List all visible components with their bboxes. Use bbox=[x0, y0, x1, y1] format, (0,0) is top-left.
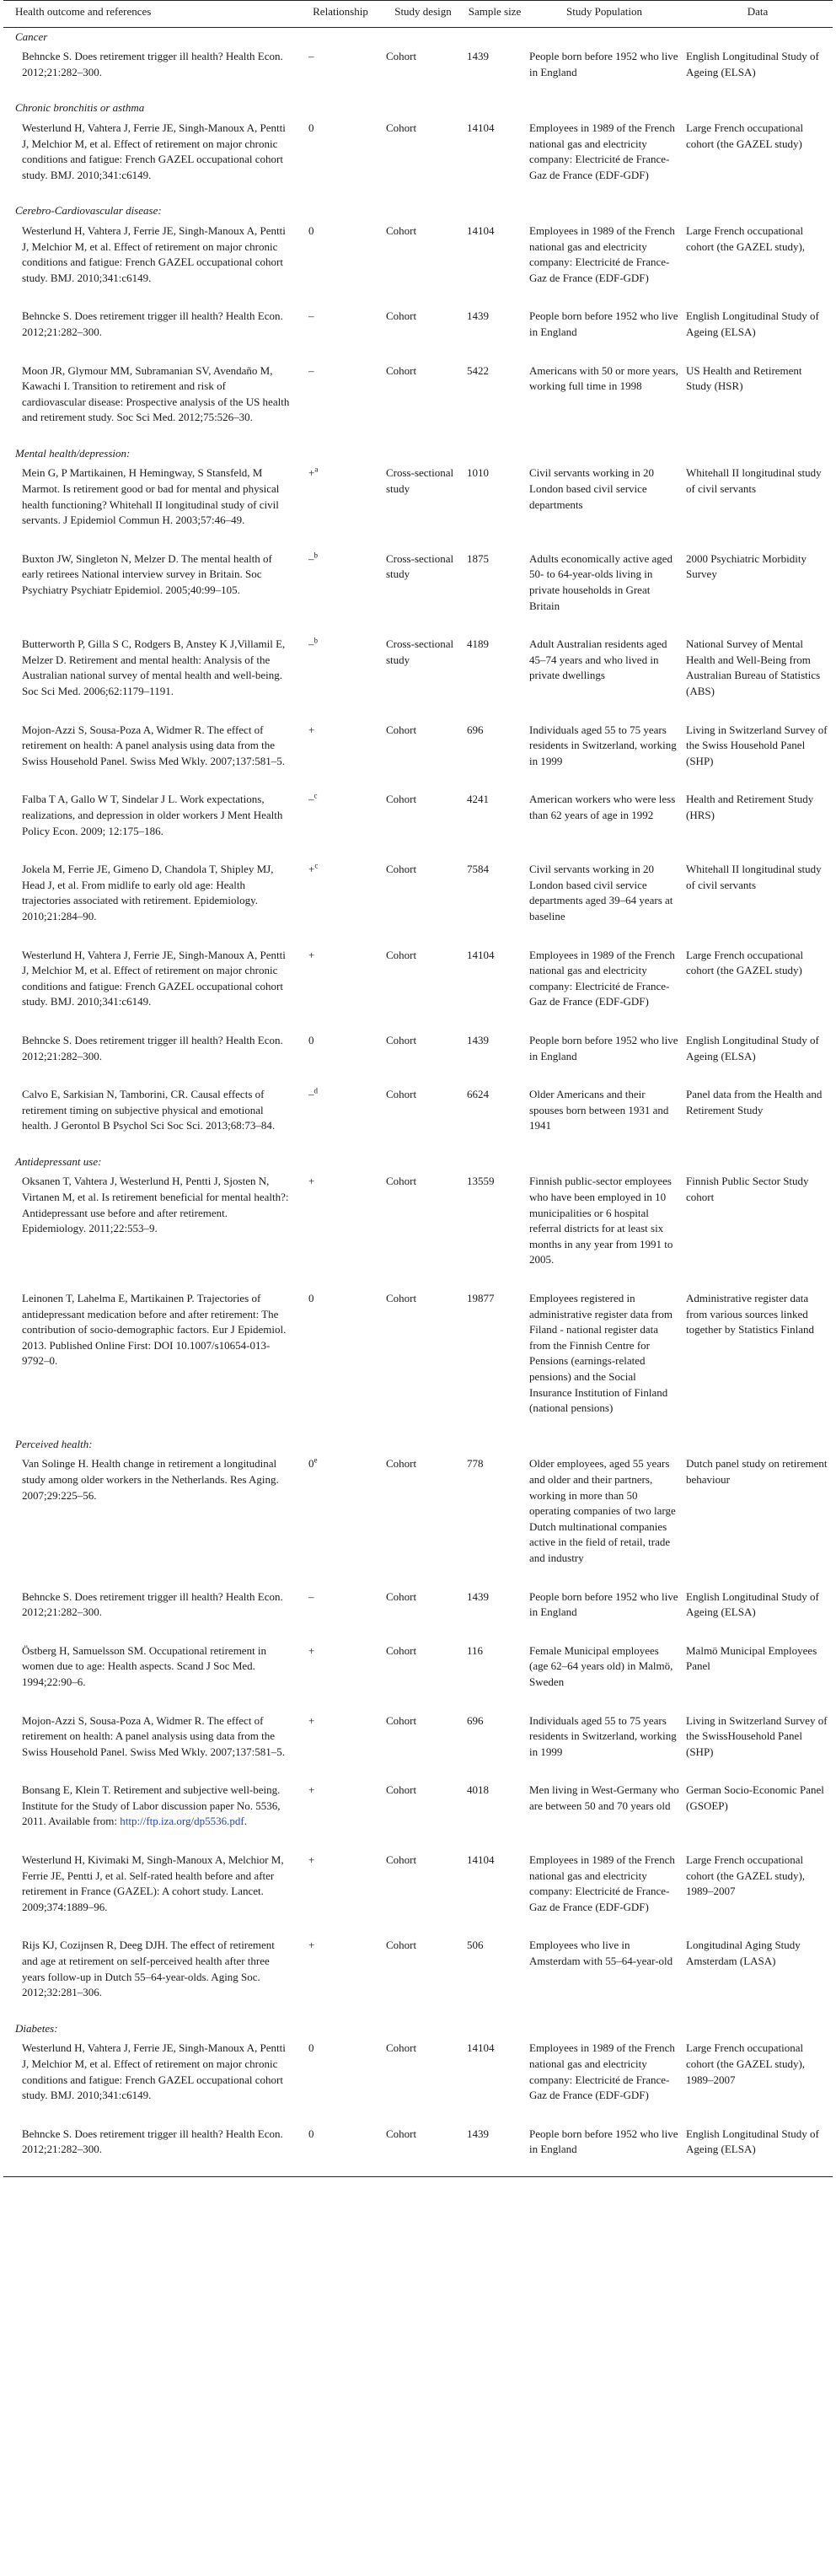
relationship-value: + bbox=[308, 1175, 315, 1188]
header-relationship: Relationship bbox=[298, 1, 383, 28]
reference-cell bbox=[3, 2122, 298, 2177]
sample-size-cell: 7584 bbox=[467, 863, 489, 876]
data-source-cell: Whitehall II longitudinal study of civil servants bbox=[686, 863, 822, 891]
reference-text: Butterworth P, Gilla S C, Rodgers B, Anstey K J,Villamil E, Melzer D. Retirement and mental health: Analysis of the Australian national survey of mental health and well-being. Soc Sci Med. 2006;62:1179–1191. bbox=[22, 637, 286, 697]
relationship-cell bbox=[298, 858, 383, 943]
reference-text: Behncke S. Does retirement trigger ill health? Health Econ. 2012;21:282–300. bbox=[22, 50, 283, 78]
reference-text: Behncke S. Does retirement trigger ill health? Health Econ. 2012;21:282–300. bbox=[22, 2127, 283, 2156]
study-population-cell: Older employees, aged 55 years and older and their partners, working in more than 50 operating companies of two large Dutch multinational companies active in the field of retail, trade and industry bbox=[529, 1457, 676, 1564]
relationship-cell bbox=[298, 304, 383, 358]
study-design-cell: Cohort bbox=[386, 121, 417, 134]
study-design-cell: Cohort bbox=[386, 1033, 417, 1046]
section-title: Perceived health: bbox=[15, 1437, 93, 1450]
study-population-cell: Individuals aged 55 to 75 years residents in Switzerland, working in 1999 bbox=[529, 1713, 677, 1758]
relationship-value: + bbox=[308, 723, 315, 736]
reference-cell bbox=[3, 1585, 298, 1639]
reference-cell bbox=[3, 2036, 298, 2122]
data-source-cell: US Health and Retirement Study (HSR) bbox=[686, 363, 802, 393]
sample-size-cell: 116 bbox=[467, 1643, 484, 1657]
section-title: Chronic bronchitis or asthma bbox=[15, 101, 145, 115]
relationship-value: + bbox=[308, 466, 315, 480]
study-population-cell: Employees in 1989 of the French national gas and electricity company: Electricité de France-Gaz de France (EDF-GDF) bbox=[529, 1853, 675, 1913]
study-population-cell: People born before 1952 who live in England bbox=[526, 2122, 683, 2177]
sample-size-cell: 4018 bbox=[467, 1783, 489, 1797]
section-header-row bbox=[3, 1435, 833, 1453]
study-design-cell: Cohort bbox=[386, 1853, 417, 1867]
sample-size-cell: 696 bbox=[467, 723, 484, 736]
data-source-cell: German Socio-Economic Panel (GSOEP) bbox=[686, 1783, 824, 1812]
reference-cell bbox=[3, 45, 298, 99]
table-row bbox=[3, 1170, 833, 1287]
table-row bbox=[3, 1778, 833, 1848]
section-title: Diabetes: bbox=[15, 2021, 58, 2035]
sample-size-cell: 506 bbox=[467, 1939, 484, 1952]
reference-text: Moon JR, Glymour MM, Subramanian SV, Avendaño M, Kawachi I. Transition to retirement and risk of cardiovascular disease: Prospective analysis of the US health and retirement study. Soc Sci Med. 2012;75:526–30. bbox=[22, 363, 290, 424]
study-population-cell: Civil servants working in 20 London based civil service departments bbox=[529, 466, 655, 511]
section-title: Cerebro-Cardiovascular disease: bbox=[15, 204, 162, 218]
footnote-marker: b bbox=[314, 551, 318, 560]
reference-text: Mein G, P Martikainen, H Hemingway, S Stansfeld, M Marmot. Is retirement good or bad for mental and physical health functioning? Whitehall II longitudinal study of civil servants. J Epidemiol Commun H. 2003;57:46–49. bbox=[22, 466, 280, 527]
relationship-value: 0 bbox=[308, 1457, 314, 1471]
relationship-cell bbox=[298, 461, 383, 546]
sample-size-cell: 13559 bbox=[467, 1175, 495, 1188]
header-reference: Health outcome and references bbox=[3, 1, 298, 28]
study-design-cell: Cohort bbox=[386, 1643, 417, 1657]
data-source-cell: English Longitudinal Study of Ageing (ELSA) bbox=[686, 1033, 819, 1062]
study-design-cell: Cohort bbox=[386, 1457, 417, 1471]
sample-size-cell: 4189 bbox=[467, 637, 489, 651]
study-design-cell: Cohort bbox=[386, 1088, 417, 1101]
data-source-cell: English Longitudinal Study of Ageing (ELSA) bbox=[686, 309, 819, 338]
sample-size-cell: 14104 bbox=[467, 948, 495, 961]
study-population-cell: Female Municipal employees (age 62–64 years old) in Malmö, Sweden bbox=[529, 1643, 673, 1688]
study-design-cell: Cohort bbox=[386, 2041, 417, 2055]
relationship-cell bbox=[298, 359, 383, 444]
reference-cell bbox=[3, 1933, 298, 2019]
study-design-cell: Cross-sectional study bbox=[386, 637, 454, 666]
relationship-value: – bbox=[308, 793, 314, 806]
study-population-cell: Employees in 1989 of the French national gas and electricity company: Electricité de France-Gaz de France (EDF-GDF) bbox=[529, 121, 675, 181]
reference-cell bbox=[3, 219, 298, 304]
relationship-value: – bbox=[308, 363, 314, 377]
study-population-cell: People born before 1952 who live in England bbox=[529, 1589, 678, 1619]
reference-text: Leinonen T, Lahelma E, Martikainen P. Trajectories of antidepressant medication before and after retirement: The contribution of socio-demographic factors. Eur J Epidemiol. 2013. Published Online First: DOI 10.1007/s10654-013-9792–0. bbox=[22, 1292, 287, 1368]
reference-text: Behncke S. Does retirement trigger ill health? Health Econ. 2012;21:282–300. bbox=[22, 1033, 283, 1062]
reference-text: Jokela M, Ferrie JE, Gimeno D, Chandola T, Shipley MJ, Head J, et al. From midlife to early old age: Health trajectories associated with retirement. Epidemiology. 2010;21:284–90. bbox=[22, 863, 274, 922]
sample-size-cell: 14104 bbox=[467, 223, 495, 237]
relationship-value: – bbox=[308, 1088, 314, 1101]
relationship-cell bbox=[298, 1029, 383, 1083]
study-design-cell: Cohort bbox=[386, 309, 417, 323]
sample-size-cell: 4241 bbox=[467, 793, 489, 806]
data-source-cell: English Longitudinal Study of Ageing (ELSA) bbox=[686, 50, 819, 78]
sample-size-cell: 14104 bbox=[467, 2041, 495, 2055]
table-row bbox=[3, 304, 833, 358]
study-population-cell: People born before 1952 who live in England bbox=[529, 50, 678, 78]
section-header-row bbox=[3, 202, 833, 219]
relationship-value: 0 bbox=[308, 1033, 314, 1046]
reference-text: Van Solinge H. Health change in retirement a longitudinal study among older workers in the Netherlands. Res Aging. 2007;29:225–56. bbox=[22, 1457, 279, 1502]
reference-text: Mojon-Azzi S, Sousa-Poza A, Widmer R. The effect of retirement on health: A panel analysis using data from the Swiss Household Panel. Swiss Med Wkly. 2007;137:581–5. bbox=[22, 1713, 286, 1758]
section-header-row bbox=[3, 444, 833, 462]
section-title: Antidepressant use: bbox=[15, 1154, 102, 1168]
table-body bbox=[3, 27, 833, 2176]
footnote-marker: d bbox=[314, 1086, 318, 1095]
reference-text: Westerlund H, Vahtera J, Ferrie JE, Singh-Manoux A, Pentti J, Melchior M, et al. Effect of retirement on major chronic conditions and fatigue: French GAZEL occupational cohort study. BMJ. 2010;341:c6149. bbox=[22, 223, 286, 284]
reference-text: Oksanen T, Vahtera J, Westerlund H, Pentti J, Sjosten N, Virtanen M, et al. Is retirement beneficial for mental health?: Antidepressant use before and after retirement. Epidemiology. 2011;22:553–9. bbox=[22, 1175, 289, 1235]
table-row bbox=[3, 858, 833, 943]
reference-text: Behncke S. Does retirement trigger ill health? Health Econ. 2012;21:282–300. bbox=[22, 309, 283, 338]
reference-cell bbox=[3, 788, 298, 858]
table-row bbox=[3, 45, 833, 99]
header-study-population: Study Population bbox=[526, 1, 683, 28]
table-row bbox=[3, 1933, 833, 2019]
reference-cell bbox=[3, 359, 298, 444]
reference-cell bbox=[3, 718, 298, 788]
study-design-cell: Cohort bbox=[383, 2122, 464, 2177]
reference-text: Behncke S. Does retirement trigger ill health? Health Econ. 2012;21:282–300. bbox=[22, 1589, 283, 1619]
data-source-cell: National Survey of Mental Health and Well-Being from Australian Bureau of Statistics (ABS) bbox=[686, 637, 821, 697]
study-design-cell: Cohort bbox=[386, 223, 417, 237]
reference-cell bbox=[3, 1287, 298, 1435]
sample-size-cell: 1875 bbox=[467, 551, 489, 565]
study-population-cell: Finnish public-sector employees who have been employed in 10 municipalities or 6 hospital referral districts for at least six months in any year from 1991 to 2005. bbox=[529, 1175, 673, 1266]
section-header-row bbox=[3, 2019, 833, 2037]
relationship-value: – bbox=[308, 309, 314, 323]
relationship-value: 0 bbox=[308, 121, 314, 134]
relationship-cell bbox=[298, 1639, 383, 1709]
sample-size-cell: 1439 bbox=[467, 50, 489, 63]
relationship-cell bbox=[298, 2036, 383, 2122]
table-row bbox=[3, 2036, 833, 2122]
reference-link-suffix: . bbox=[244, 1815, 247, 1828]
relationship-cell bbox=[298, 788, 383, 858]
table-row bbox=[3, 2122, 833, 2177]
relationship-cell bbox=[298, 219, 383, 304]
data-source-cell: Panel data from the Health and Retirement Study bbox=[686, 1088, 823, 1116]
data-source-cell: Living in Switzerland Survey of the Swiss Household Panel (SHP) bbox=[686, 723, 828, 767]
study-design-cell: Cohort bbox=[386, 1713, 417, 1727]
data-source-cell: Dutch panel study on retirement behaviour bbox=[686, 1457, 828, 1486]
relationship-cell bbox=[298, 1709, 383, 1779]
table-row bbox=[3, 359, 833, 444]
relationship-cell bbox=[298, 1933, 383, 2019]
reference-text: Bonsang E, Klein T. Retirement and subjective well-being. Institute for the Study of Labor discussion paper No. 5536, 2011. Available from: bbox=[22, 1783, 281, 1828]
study-design-cell: Cohort bbox=[386, 1175, 417, 1188]
study-population-cell: Employees who live in Amsterdam with 55–64-year-old bbox=[529, 1939, 673, 1968]
header-data: Data bbox=[683, 1, 833, 28]
reference-text: Buxton JW, Singleton N, Melzer D. The mental health of early retirees National interview survey in Britain. Soc Psychiatry Psychiatr Epidemiol. 2005;40:99–105. bbox=[22, 551, 272, 597]
studies-table bbox=[3, 0, 833, 2177]
reference-cell bbox=[3, 1452, 298, 1584]
footnote-marker: b bbox=[314, 636, 318, 645]
study-population-cell: Adult Australian residents aged 45–74 years and who lived in private dwellings bbox=[529, 637, 667, 682]
data-source-cell: Longitudinal Aging Study Amsterdam (LASA) bbox=[686, 1939, 801, 1968]
relationship-cell bbox=[298, 547, 383, 632]
study-population-cell: Employees registered in administrative register data from Filand - national register data from the Finnish Centre for Pensions (earnings-related pensions) and the Social Insurance Institution of Finland (national pensions) bbox=[529, 1292, 673, 1415]
reference-text: Falba T A, Gallo W T, Sindelar J L. Work expectations, realizations, and depression in older workers J Ment Health Policy Econ. 2009; 12:175–186. bbox=[22, 793, 283, 837]
sample-size-cell: 1439 bbox=[464, 2122, 526, 2177]
relationship-value: 0 bbox=[308, 223, 314, 237]
header-study-design: Study design bbox=[383, 1, 464, 28]
study-population-cell: Men living in West-Germany who are between 50 and 70 years old bbox=[529, 1783, 679, 1812]
reference-text: Westerlund H, Vahtera J, Ferrie JE, Singh-Manoux A, Pentti J, Melchior M, et al. Effect of retirement on major chronic conditions and fatigue: French GAZEL occupational cohort study. BMJ. 2010;341:c6149. bbox=[22, 948, 286, 1008]
relationship-cell bbox=[298, 944, 383, 1029]
relationship-cell bbox=[298, 1170, 383, 1287]
relationship-value: 0 bbox=[308, 2041, 314, 2055]
study-population-cell: Individuals aged 55 to 75 years residents in Switzerland, working in 1999 bbox=[529, 723, 677, 767]
data-source-cell: Large French occupational cohort (the GAZEL study), 1989–2007 bbox=[686, 2041, 806, 2086]
table-row bbox=[3, 219, 833, 304]
relationship-value: + bbox=[308, 863, 315, 876]
table-row bbox=[3, 1029, 833, 1083]
relationship-cell bbox=[298, 1287, 383, 1435]
relationship-value: – bbox=[308, 551, 314, 565]
footnote-marker: a bbox=[314, 465, 319, 475]
section-header-row bbox=[3, 99, 833, 116]
relationship-value: – bbox=[308, 1589, 314, 1603]
study-design-cell: Cross-sectional study bbox=[386, 551, 454, 581]
data-source-cell: English Longitudinal Study of Ageing (ELSA) bbox=[686, 1589, 819, 1619]
table-row bbox=[3, 1709, 833, 1779]
sample-size-cell: 6624 bbox=[467, 1088, 489, 1101]
reference-cell bbox=[3, 547, 298, 632]
study-population-cell: Civil servants working in 20 London based civil service departments aged 39–64 years at baseline bbox=[529, 863, 673, 922]
footnote-marker: e bbox=[314, 1456, 318, 1465]
relationship-cell bbox=[298, 1778, 383, 1848]
relationship-cell bbox=[298, 1848, 383, 1933]
table-row bbox=[3, 1639, 833, 1709]
reference-cell bbox=[3, 1083, 298, 1153]
study-design-cell: Cohort bbox=[386, 948, 417, 961]
study-population-cell: People born before 1952 who live in England bbox=[529, 309, 678, 338]
relationship-value: + bbox=[308, 948, 315, 961]
table-row bbox=[3, 461, 833, 546]
table-row bbox=[3, 1585, 833, 1639]
reference-cell bbox=[3, 1170, 298, 1287]
study-design-cell: Cohort bbox=[386, 1589, 417, 1603]
reference-link[interactable]: http://ftp.iza.org/dp5536.pdf bbox=[120, 1815, 244, 1828]
study-design-cell: Cohort bbox=[386, 363, 417, 377]
data-source-cell: English Longitudinal Study of Ageing (ELSA) bbox=[683, 2122, 833, 2177]
sample-size-cell: 14104 bbox=[467, 121, 495, 134]
reference-cell bbox=[3, 1029, 298, 1083]
relationship-value: – bbox=[308, 50, 314, 63]
table-row bbox=[3, 1452, 833, 1584]
relationship-value: + bbox=[308, 1713, 315, 1727]
study-population-cell: Adults economically active aged 50- to 64-year-olds living in private households in Great Britain bbox=[529, 551, 673, 612]
relationship-cell bbox=[298, 1452, 383, 1584]
section-header-row bbox=[3, 27, 833, 45]
reference-text: Östberg H, Samuelsson SM. Occupational retirement in women due to age: Health aspects. Scand J Soc Med. 1994;22:90–6. bbox=[22, 1643, 267, 1688]
data-source-cell: Malmö Municipal Employees Panel bbox=[686, 1643, 817, 1673]
reference-cell bbox=[3, 1848, 298, 1933]
data-source-cell: Large French occupational cohort (the GAZEL study), bbox=[686, 223, 806, 253]
relationship-cell bbox=[298, 116, 383, 202]
sample-size-cell: 5422 bbox=[467, 363, 489, 377]
study-design-cell: Cohort bbox=[386, 1939, 417, 1952]
footnote-marker: c bbox=[314, 792, 318, 801]
reference-text: Westerlund H, Kivimaki M, Singh-Manoux A, Melchior M, Ferrie JE, Pentti J, et al. Self-rated health before and after retirement in France (GAZEL): A cohort study. Lancet. 2009;374:1889–96. bbox=[22, 1853, 284, 1913]
study-design-cell: Cohort bbox=[386, 863, 417, 876]
data-source-cell: Health and Retirement Study (HRS) bbox=[686, 793, 814, 821]
table-row bbox=[3, 632, 833, 718]
study-design-cell: Cross-sectional study bbox=[386, 466, 454, 496]
section-header-row bbox=[3, 1153, 833, 1170]
table-header bbox=[3, 1, 833, 28]
reference-cell bbox=[3, 1778, 298, 1848]
study-population-cell: Older Americans and their spouses born between 1931 and 1941 bbox=[529, 1088, 669, 1132]
header-sample-size: Sample size bbox=[464, 1, 526, 28]
data-source-cell: Large French occupational cohort (the GAZEL study), 1989–2007 bbox=[686, 1853, 806, 1898]
data-source-cell: Large French occupational cohort (the GAZEL study) bbox=[686, 948, 804, 977]
reference-cell bbox=[3, 1639, 298, 1709]
relationship-value: 0 bbox=[308, 1292, 314, 1305]
reference-cell bbox=[3, 1709, 298, 1779]
table-row bbox=[3, 1848, 833, 1933]
data-source-cell: Administrative register data from various sources linked together by Statistics Finland bbox=[686, 1292, 815, 1336]
relationship-value: + bbox=[308, 1643, 315, 1657]
relationship-value: + bbox=[308, 1853, 315, 1867]
reference-text: Westerlund H, Vahtera J, Ferrie JE, Singh-Manoux A, Pentti J, Melchior M, et al. Effect of retirement on major chronic conditions and fatigue: French GAZEL occupational cohort study. BMJ. 2010;341:c6149. bbox=[22, 121, 286, 181]
study-population-cell: American workers who were less than 62 years of age in 1992 bbox=[529, 793, 676, 821]
sample-size-cell: 14104 bbox=[467, 1853, 495, 1867]
sample-size-cell: 1439 bbox=[467, 1589, 489, 1603]
sample-size-cell: 1439 bbox=[467, 309, 489, 323]
section-title: Mental health/depression: bbox=[15, 446, 131, 460]
relationship-value: – bbox=[308, 637, 314, 651]
table-row bbox=[3, 116, 833, 202]
study-population-cell: Americans with 50 or more years, working full time in 1998 bbox=[529, 363, 678, 393]
sample-size-cell: 778 bbox=[467, 1457, 484, 1471]
relationship-cell bbox=[298, 1083, 383, 1153]
study-design-cell: Cohort bbox=[386, 1783, 417, 1797]
relationship-cell bbox=[298, 632, 383, 718]
reference-text: Mojon-Azzi S, Sousa-Poza A, Widmer R. The effect of retirement on health: A panel analysis using data from the Swiss Household Panel. Swiss Med Wkly. 2007;137:581–5. bbox=[22, 723, 286, 767]
study-population-cell: Employees in 1989 of the French national gas and electricity company: Electricité de France-Gaz de France (EDF-GDF) bbox=[529, 2041, 675, 2102]
study-design-cell: Cohort bbox=[386, 50, 417, 63]
study-population-cell: People born before 1952 who live in England bbox=[529, 1033, 678, 1062]
table-row bbox=[3, 1083, 833, 1153]
relationship-value: 0 bbox=[308, 2127, 314, 2140]
relationship-cell bbox=[298, 718, 383, 788]
table-row bbox=[3, 1287, 833, 1435]
reference-cell bbox=[3, 304, 298, 358]
study-design-cell: Cohort bbox=[386, 793, 417, 806]
relationship-cell bbox=[298, 1585, 383, 1639]
reference-cell bbox=[3, 944, 298, 1029]
table-row bbox=[3, 944, 833, 1029]
sample-size-cell: 1010 bbox=[467, 466, 489, 480]
reference-cell bbox=[3, 116, 298, 202]
relationship-value: + bbox=[308, 1939, 315, 1952]
data-source-cell: Whitehall II longitudinal study of civil servants bbox=[686, 466, 822, 496]
study-population-cell: Employees in 1989 of the French national gas and electricity company: Electricité de France-Gaz de France (EDF-GDF) bbox=[529, 948, 675, 1008]
table-row bbox=[3, 547, 833, 632]
relationship-cell bbox=[298, 45, 383, 99]
reference-text: Calvo E, Sarkisian N, Tamborini, CR. Causal effects of retirement timing on subjective physical and emotional health. J Gerontol B Psychol Sci Soc Sci. 2013;68:73–84. bbox=[22, 1088, 276, 1132]
data-source-cell: 2000 Psychiatric Morbidity Survey bbox=[686, 551, 807, 581]
reference-text: Westerlund H, Vahtera J, Ferrie JE, Singh-Manoux A, Pentti J, Melchior M, et al. Effect of retirement on major chronic conditions and fatigue: French GAZEL occupational cohort study. BMJ. 2010;341:c6149. bbox=[22, 2041, 286, 2102]
data-source-cell: Large French occupational cohort (the GAZEL study) bbox=[686, 121, 804, 150]
table-row bbox=[3, 718, 833, 788]
sample-size-cell: 696 bbox=[467, 1713, 484, 1727]
footnote-marker: c bbox=[314, 861, 319, 870]
sample-size-cell: 1439 bbox=[467, 1033, 489, 1046]
reference-cell bbox=[3, 858, 298, 943]
table-row bbox=[3, 788, 833, 858]
relationship-value: + bbox=[308, 1783, 315, 1797]
study-population-cell: Employees in 1989 of the French national gas and electricity company: Electricité de France-Gaz de France (EDF-GDF) bbox=[529, 223, 675, 284]
reference-cell bbox=[3, 632, 298, 718]
section-title: Cancer bbox=[15, 30, 48, 43]
data-source-cell: Finnish Public Sector Study cohort bbox=[686, 1175, 809, 1204]
study-design-cell: Cohort bbox=[386, 723, 417, 736]
sample-size-cell: 19877 bbox=[467, 1292, 495, 1305]
reference-text: Rijs KJ, Cozijnsen R, Deeg DJH. The effect of retirement and age at retirement on self-perceived health after three years follow-up in Dutch 55–64-year-olds. Aging Soc. 2012;32:281–306. bbox=[22, 1939, 275, 1999]
relationship-cell bbox=[298, 2122, 383, 2177]
reference-cell bbox=[3, 461, 298, 546]
study-design-cell: Cohort bbox=[386, 1292, 417, 1305]
data-source-cell: Living in Switzerland Survey of the SwissHousehold Panel (SHP) bbox=[686, 1713, 828, 1758]
